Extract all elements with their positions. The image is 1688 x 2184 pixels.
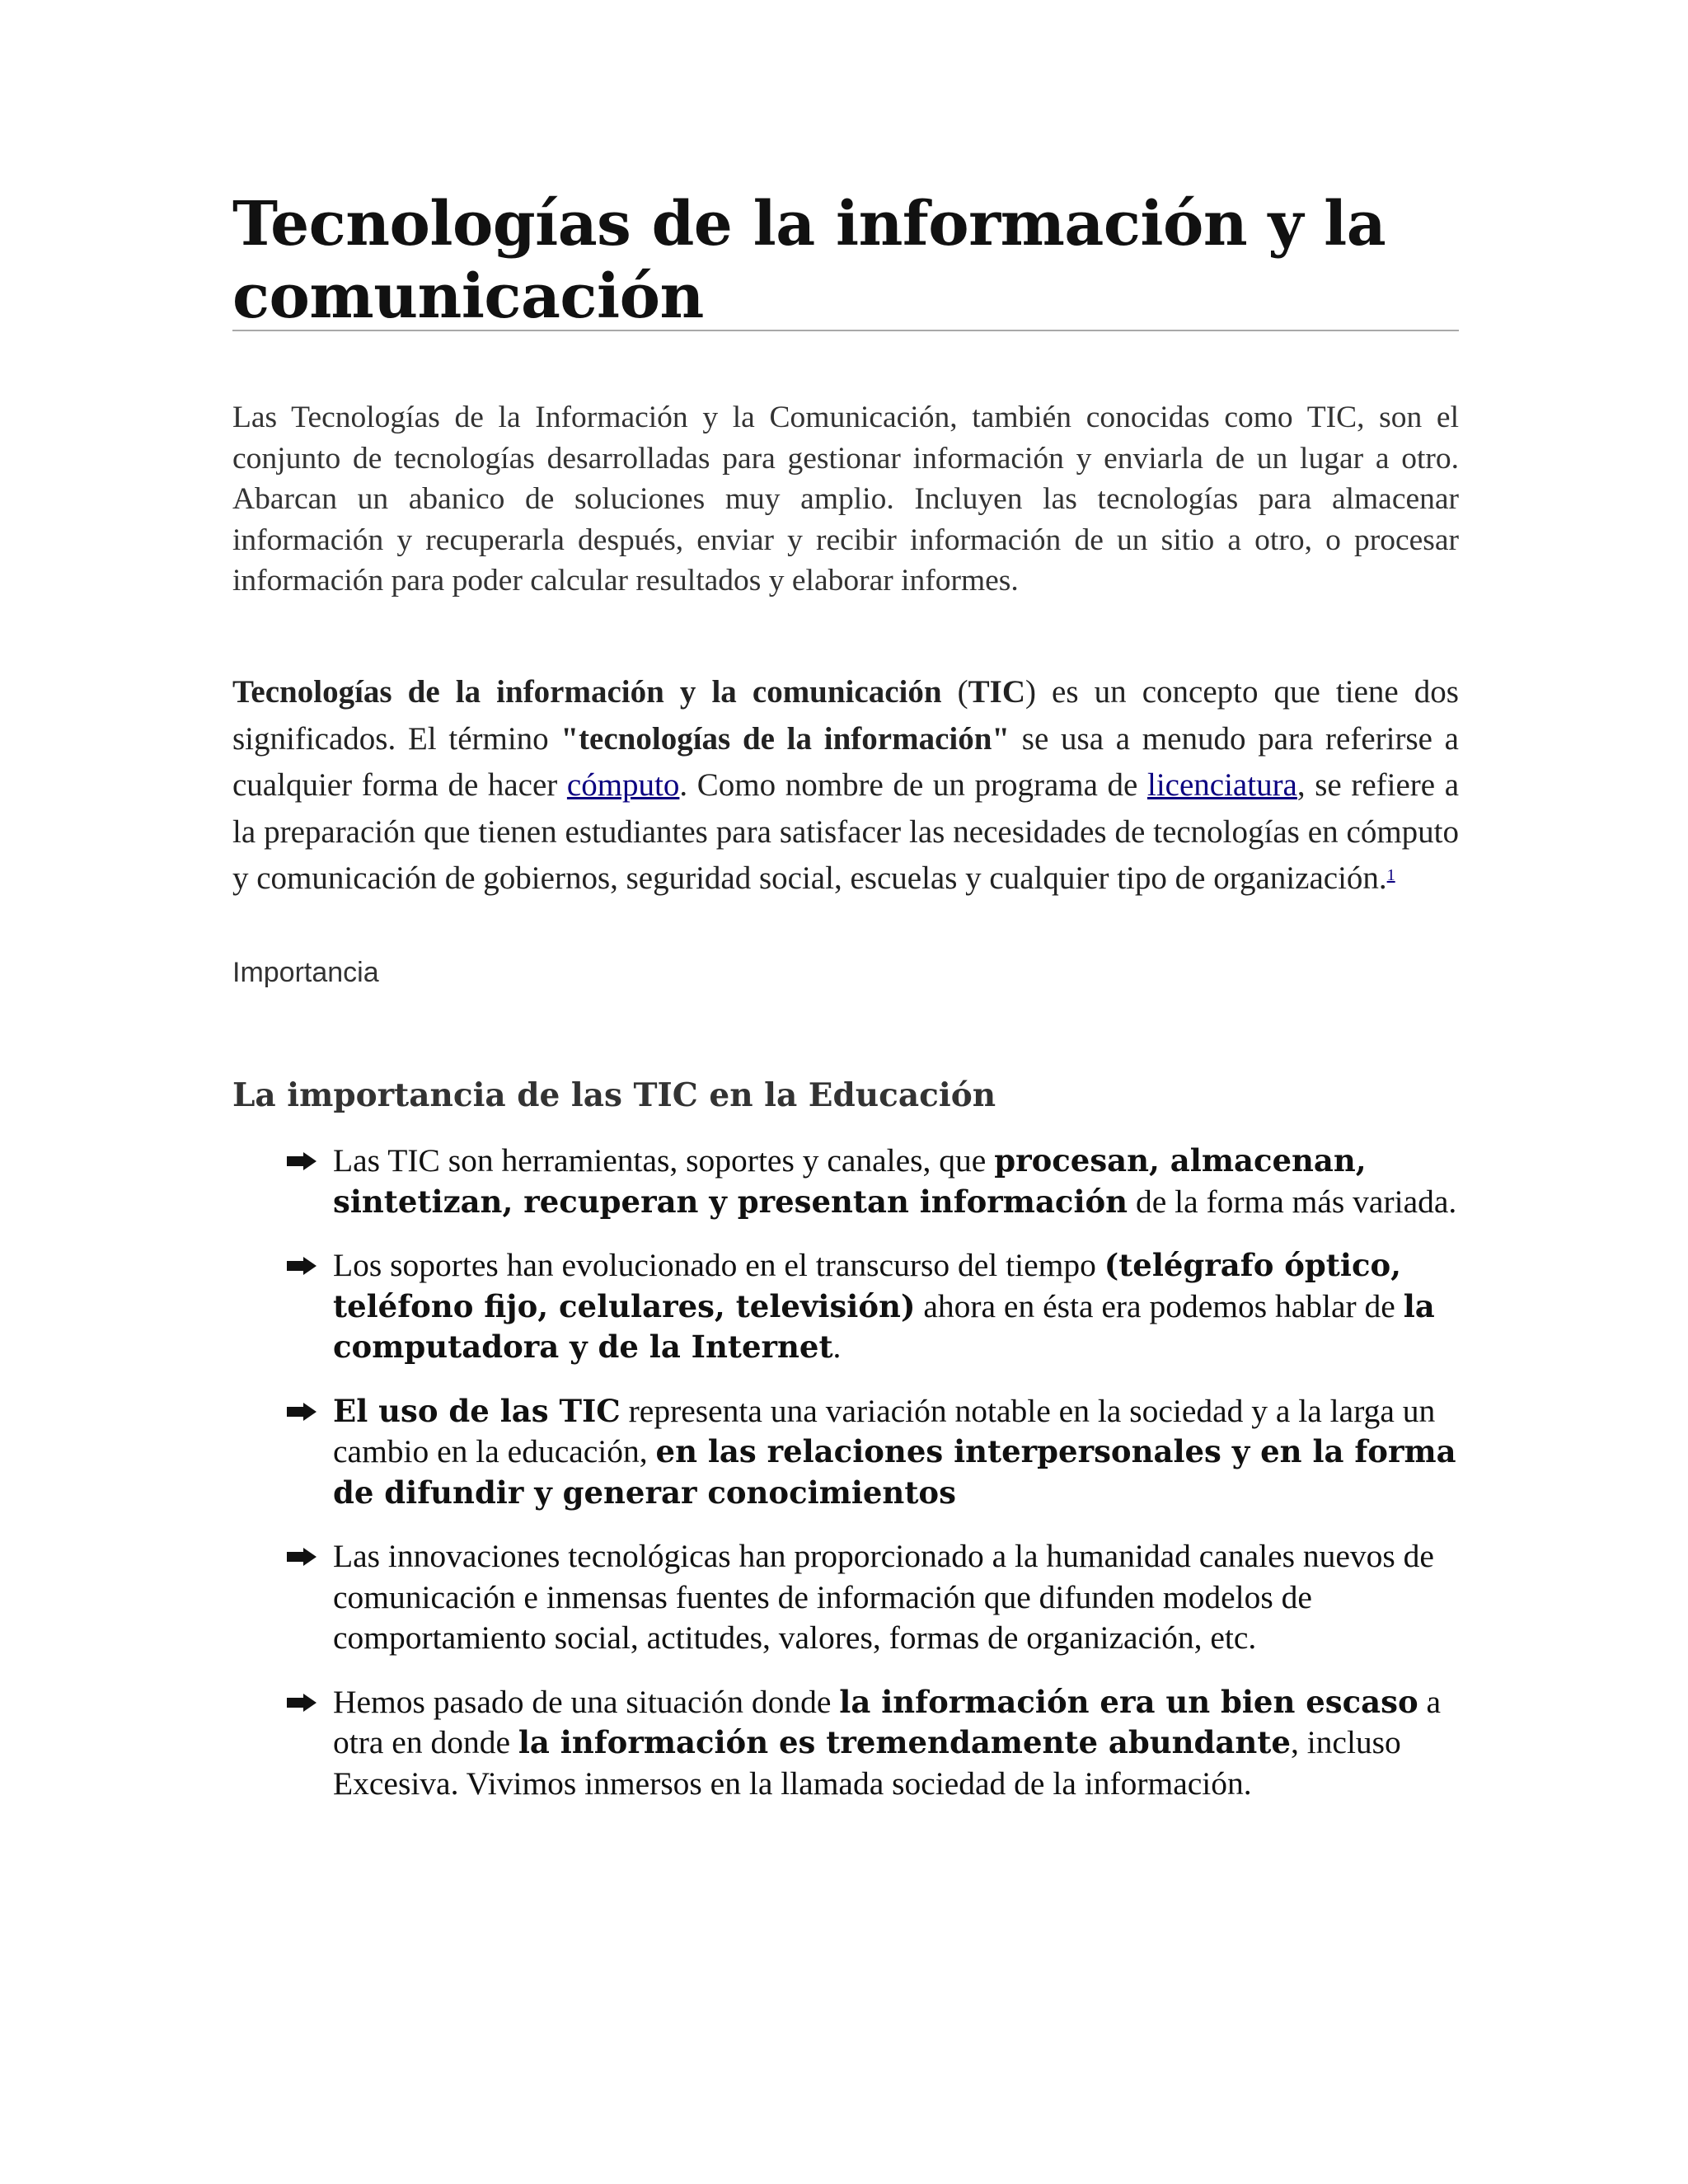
list-item-text: de la forma más variada. bbox=[1128, 1183, 1457, 1220]
definition-paren-open: ( bbox=[941, 674, 968, 710]
list-item bbox=[232, 1536, 1459, 1659]
list-item-bold: procesan, almacenan, sintetizan, recuperan y presentan información bbox=[333, 1142, 1367, 1220]
list-item-text: , incluso Excesiva. Vivimos inmersos en la llamada sociedad de la información. bbox=[333, 1724, 1401, 1802]
list-item-bold: la información era un bien escaso bbox=[839, 1683, 1418, 1720]
importance-label: Importancia bbox=[232, 957, 379, 988]
arrow-right-icon bbox=[287, 1257, 316, 1275]
list-item-bold: la información es tremendamente abundante bbox=[518, 1724, 1291, 1760]
list-item-bold: en las relaciones interpersonales y en la forma de difundir y generar conocimientos bbox=[333, 1433, 1456, 1511]
list-item bbox=[232, 1391, 1459, 1514]
arrow-right-icon bbox=[287, 1403, 316, 1421]
footnote-link[interactable]: 1 bbox=[1386, 866, 1395, 884]
list-item-text: Las innovaciones tecnológicas han proporcionado a la humanidad canales nuevos de comunicación e inmensas fuentes de información que difunden modelos de comportamiento social, actitudes, valores, formas de organización, etc. bbox=[333, 1538, 1434, 1656]
footnote-ref bbox=[1387, 866, 1395, 884]
definition-term: Tecnologías de la información y la comunicación bbox=[232, 674, 942, 710]
list-item-text: representa una variación notable en la sociedad y a la larga un cambio en la educación, bbox=[333, 1392, 1436, 1469]
list-item-bold: El uso de las TIC bbox=[333, 1392, 621, 1429]
page-title: Tecnologías de la información y la comunicación bbox=[232, 189, 1386, 332]
section-heading: La importancia de las TIC en la Educación bbox=[232, 1076, 996, 1114]
definition-paragraph bbox=[232, 669, 1459, 902]
definition-text-2: se usa a menudo para referirse a cualquier forma de hacer bbox=[232, 720, 1459, 803]
list-item-text: a otra en donde bbox=[333, 1683, 1442, 1760]
intro-paragraph: Las Tecnologías de la Información y la Comunicación, también conocidas como TIC, son el conjunto de tecnologías desarrolladas para gestionar información y enviarla de un lugar a otro. Abarcan un abanico de soluciones muy amplio. Incluyen las tecnologías para almacenar información y recuperarla después, enviar y recibir información de un sitio a otro, o procesar información para poder calcular resultados y elaborar informes. bbox=[232, 401, 1459, 598]
definition-quoted-term: "tecnologías de la información" bbox=[560, 720, 1010, 757]
list-item-bold: (telégrafo óptico, teléfono fijo, celulares, televisión) bbox=[333, 1247, 1402, 1324]
list-item-bold: la computadora y de la Internet bbox=[333, 1287, 1435, 1365]
definition-text-1: ) es un concepto que tiene dos significados. El término bbox=[232, 674, 1459, 757]
list-item bbox=[232, 1245, 1459, 1368]
definition-text-4: , se refiere a la preparación que tienen estudiantes para satisfacer las necesidades de tecnologías en cómputo y comunicación de gobiernos, seguridad social, escuelas y cualquier tipo de organización. bbox=[232, 767, 1459, 896]
list-item-text: ahora en ésta era podemos hablar de bbox=[915, 1287, 1404, 1324]
list-item-text: . bbox=[832, 1329, 842, 1365]
definition-abbr: TIC bbox=[968, 674, 1025, 710]
arrow-right-icon bbox=[287, 1694, 316, 1712]
list-item-text: Las TIC son herramientas, soportes y canales, que bbox=[333, 1142, 995, 1179]
list-item-text: Hemos pasado de una situación donde bbox=[333, 1683, 840, 1720]
computo-link[interactable]: cómputo bbox=[566, 767, 680, 803]
arrow-right-icon bbox=[287, 1548, 316, 1566]
importance-list bbox=[232, 1141, 1459, 1827]
licenciatura-link[interactable]: licenciatura bbox=[1146, 767, 1297, 803]
list-item-text: Los soportes han evolucionado en el transcurso del tiempo bbox=[333, 1247, 1104, 1283]
definition-text-3: . Como nombre de un programa de bbox=[679, 767, 1147, 803]
title-divider bbox=[232, 330, 1459, 331]
list-item bbox=[232, 1141, 1459, 1222]
list-item bbox=[232, 1682, 1459, 1805]
arrow-right-icon bbox=[287, 1152, 316, 1170]
